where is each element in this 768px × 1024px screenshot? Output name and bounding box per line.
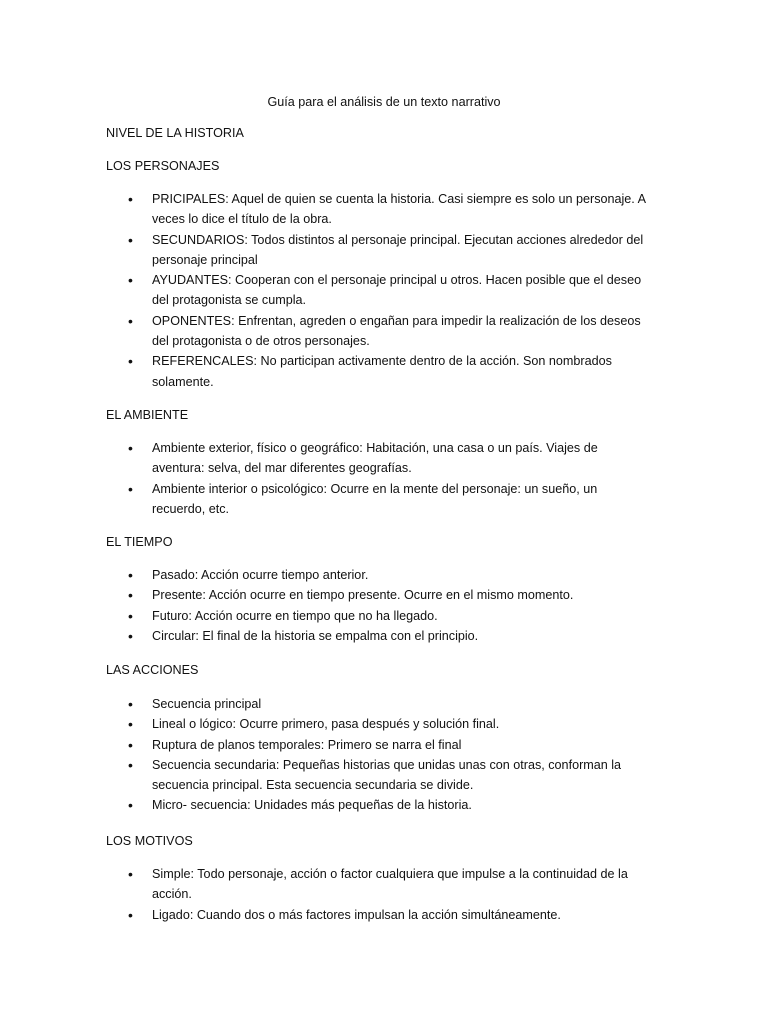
list-item <box>0 606 647 626</box>
list-item-text: Pasado: Acción ocurre tiempo anterior. <box>152 568 369 582</box>
bullet-icon: • <box>128 607 133 624</box>
list-item-text: Ambiente interior o psicológico: Ocurre en la mente del personaje: un sueño, un recuerdo, etc. <box>152 481 598 516</box>
section-heading-acciones: LAS ACCIONES <box>106 663 199 677</box>
list-item <box>0 864 647 905</box>
document-title: Guía para el análisis de un texto narrativo <box>267 95 501 109</box>
level-heading: NIVEL DE LA HISTORIA <box>106 126 244 140</box>
bullet-icon: • <box>128 440 133 456</box>
list-item <box>0 735 647 755</box>
list-item <box>0 694 647 714</box>
list-personajes <box>0 189 647 392</box>
list-item-text: Presente: Acción ocurre en tiempo presente. Ocurre en el mismo momento. <box>152 588 574 603</box>
list-item-text: PRICIPALES: Aquel de quien se cuenta la historia. Casi siempre es solo un personaje. A veces lo dice el título de la obra. <box>152 192 646 227</box>
bullet-icon: • <box>128 756 133 773</box>
list-item-text: Circular: El final de la historia se empalma con el principio. <box>152 628 479 643</box>
bullet-icon: • <box>128 716 133 733</box>
list-item <box>0 795 647 815</box>
bullet-icon: • <box>128 797 133 814</box>
bullet-icon: • <box>128 736 133 753</box>
list-ambiente <box>0 438 647 519</box>
bullet-icon: • <box>128 696 133 712</box>
bullet-icon: • <box>128 353 133 370</box>
list-item <box>0 905 647 925</box>
bullet-icon: • <box>128 627 133 644</box>
list-item <box>0 230 647 271</box>
bullet-icon: • <box>128 567 133 583</box>
list-item-text: Micro- secuencia: Unidades más pequeñas de la historia. <box>152 798 472 813</box>
bullet-icon: • <box>128 587 133 604</box>
bullet-icon: • <box>128 312 133 329</box>
list-tiempo <box>0 565 647 646</box>
list-item-text: Secuencia principal <box>152 697 262 711</box>
section-heading-ambiente: EL AMBIENTE <box>106 408 189 422</box>
bullet-icon: • <box>128 191 133 207</box>
section-heading-personajes: LOS PERSONAJES <box>106 159 220 173</box>
list-item-text: Ambiente exterior, físico o geográfico: Habitación, una casa o un país. Viajes de aventura: selva, del mar diferentes geografías. <box>152 441 598 476</box>
list-item-text: Lineal o lógico: Ocurre primero, pasa después y solución final. <box>152 717 500 732</box>
list-item-text: REFERENCALES: No participan activamente dentro de la acción. Son nombrados solamente. <box>152 354 612 389</box>
list-item-text: AYUDANTES: Cooperan con el personaje principal u otros. Hacen posible que el deseo del protagonista se cumpla. <box>152 273 642 308</box>
list-item-text: SECUNDARIOS: Todos distintos al personaje principal. Ejecutan acciones alrededor del personaje principal <box>152 232 644 267</box>
list-item <box>0 565 647 585</box>
list-motivos <box>0 864 647 925</box>
bullet-icon: • <box>128 906 133 923</box>
list-item <box>0 755 647 796</box>
list-item <box>0 714 647 734</box>
list-item-text: OPONENTES: Enfrentan, agreden o engañan para impedir la realización de los deseos del protagonista o de otros personajes. <box>152 313 641 349</box>
list-acciones <box>0 694 647 816</box>
list-item <box>0 351 647 392</box>
list-item <box>0 479 647 520</box>
list-item-text: Ruptura de planos temporales: Primero se narra el final <box>152 737 462 752</box>
bullet-icon: • <box>128 480 133 497</box>
list-item <box>0 438 647 479</box>
section-heading-tiempo: EL TIEMPO <box>106 535 173 549</box>
list-item <box>0 270 647 311</box>
list-item-text: Futuro: Acción ocurre en tiempo que no ha llegado. <box>152 608 438 623</box>
list-item <box>0 189 647 230</box>
list-item-text: Simple: Todo personaje, acción o factor cualquiera que impulse a la continuidad de la acción. <box>152 867 628 902</box>
list-item-text: Secuencia secundaria: Pequeñas historias que unidas unas con otras, conforman la secuencia principal. Esta secuencia secundaria se divide. <box>152 757 622 793</box>
section-heading-motivos: LOS MOTIVOS <box>106 834 193 848</box>
list-item <box>0 311 647 352</box>
bullet-icon: • <box>128 231 133 248</box>
bullet-icon: • <box>128 272 133 289</box>
list-item-text: Ligado: Cuando dos o más factores impulsan la acción simultáneamente. <box>152 907 561 922</box>
list-item <box>0 626 647 646</box>
list-item <box>0 585 647 605</box>
bullet-icon: • <box>128 866 133 882</box>
